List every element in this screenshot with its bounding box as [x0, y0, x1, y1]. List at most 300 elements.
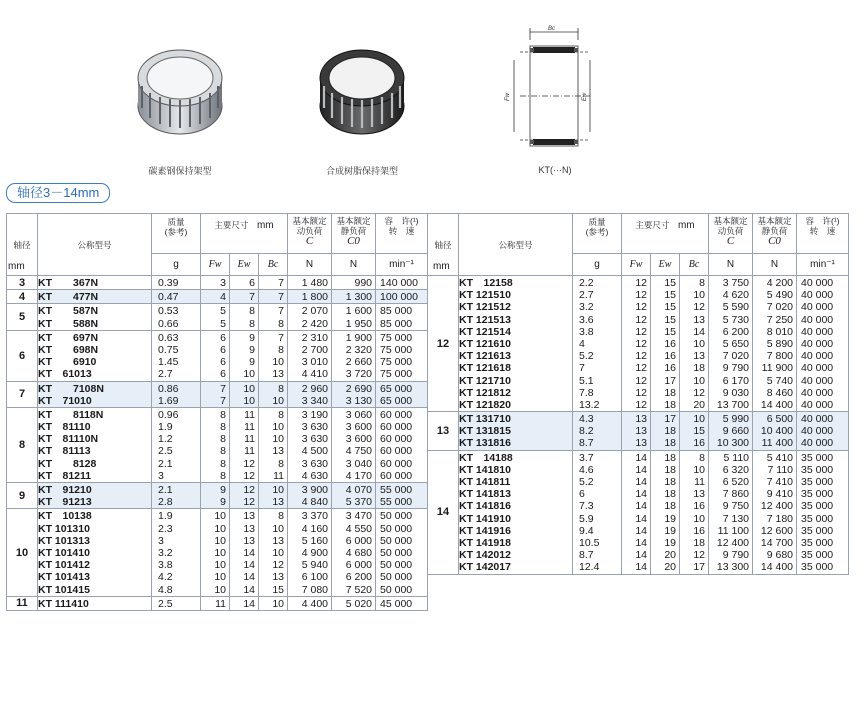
- dynamic-load: 9 790: [722, 549, 750, 562]
- dynamic-load-cell: [288, 596, 332, 610]
- bc: 16: [693, 500, 706, 513]
- dynamic-load: 5 650: [722, 337, 750, 350]
- shaft-size: 14: [428, 450, 459, 574]
- dynamic-load: 9 030: [722, 386, 750, 399]
- resin-cage-caption: 合成树脂保持架型: [325, 166, 398, 176]
- shaft-size: 9: [7, 483, 38, 509]
- fw-cell: [201, 381, 230, 407]
- dynamic-load-cell: [288, 330, 332, 381]
- fw: 8: [220, 445, 226, 458]
- dynamic-load: 4 630: [301, 469, 329, 482]
- mass: 9.4: [579, 524, 594, 537]
- speed-limit: 50 000: [380, 583, 413, 596]
- speed-limit-cell: [376, 509, 428, 596]
- dynamic-load: 5 730: [722, 313, 750, 326]
- dynamic-load: 5 590: [722, 301, 750, 314]
- mass: 4.2: [158, 571, 173, 584]
- ew: 8: [249, 317, 255, 330]
- shaft-size: 5: [7, 304, 38, 330]
- model-number-cell: [38, 483, 152, 509]
- bc: 18: [693, 362, 706, 375]
- mass: 3: [158, 469, 164, 482]
- speed-limit: 35 000: [801, 536, 834, 549]
- speed-limit-cell: [376, 276, 428, 290]
- speed-limit: 40 000: [801, 289, 834, 302]
- dynamic-load-cell: [709, 412, 753, 451]
- fw: 14: [635, 488, 647, 501]
- fw-cell: [201, 330, 230, 381]
- ew-cell: [230, 276, 259, 290]
- shaft-group-row: [7, 509, 428, 596]
- dynamic-load: 13 700: [716, 398, 750, 411]
- model-number-cell: [38, 276, 152, 290]
- model-number: KT 697N: [38, 331, 99, 344]
- speed-limit: 50 000: [380, 522, 413, 535]
- model-number: KT 141810: [459, 463, 511, 476]
- bc: 8: [278, 317, 285, 330]
- bc-cell: [259, 290, 288, 304]
- model-number: KT 141916: [459, 524, 511, 537]
- mass: 4.8: [158, 583, 173, 596]
- dynamic-load: 13 300: [716, 561, 750, 574]
- mass-cell: [152, 407, 201, 482]
- shaft-group-row: [7, 407, 428, 482]
- mass: 0.75: [158, 343, 179, 356]
- speed-limit: 60 000: [380, 408, 413, 421]
- static-load: 12 400: [760, 500, 794, 513]
- steel-cage-bearing-image: [120, 38, 240, 148]
- ew: 7: [249, 291, 255, 304]
- ew: 19: [664, 524, 676, 537]
- mass: 2.7: [579, 289, 594, 302]
- static-load: 4 170: [345, 469, 373, 482]
- speed-limit: 75 000: [380, 331, 413, 344]
- bc: 11: [273, 469, 285, 482]
- dynamic-load: 4 160: [301, 522, 329, 535]
- bc: 12: [693, 549, 706, 562]
- dynamic-load: 11 100: [717, 524, 750, 537]
- dynamic-load: 3 340: [301, 394, 329, 407]
- ew-cell: [651, 450, 680, 574]
- header-fw: Fw: [622, 254, 651, 276]
- fw: 12: [635, 398, 647, 411]
- left-spec-table: [6, 213, 428, 611]
- speed-limit: 40 000: [801, 277, 834, 289]
- fw: 12: [635, 325, 647, 338]
- model-number: KT 101313: [38, 534, 90, 547]
- fw: 6: [220, 343, 226, 356]
- bc: 10: [693, 512, 706, 525]
- model-number: KT 141811: [459, 476, 511, 488]
- ew: 18: [664, 437, 676, 450]
- speed-limit-cell: [797, 412, 849, 451]
- bc: 13: [693, 488, 706, 501]
- dynamic-load: 12 400: [716, 536, 750, 549]
- header-mass: 质量 (参考): [573, 214, 622, 254]
- dynamic-load: 1 800: [301, 291, 329, 304]
- model-number: KT 131815: [459, 425, 511, 438]
- bc-cell: [259, 483, 288, 509]
- bc: 13: [272, 571, 285, 584]
- dynamic-load: 3 750: [722, 277, 750, 289]
- speed-limit: 40 000: [801, 301, 834, 314]
- fw: 9: [220, 484, 226, 496]
- dynamic-load-cell: [288, 290, 332, 304]
- dynamic-load: 4 400: [301, 597, 329, 610]
- model-number: KT 111410: [38, 597, 89, 610]
- ew: 18: [664, 425, 676, 438]
- mass-cell: [152, 330, 201, 381]
- speed-limit: 40 000: [801, 425, 834, 438]
- bc: 8: [699, 451, 706, 464]
- speed-limit: 60 000: [380, 457, 413, 470]
- header-bc: Bc: [259, 254, 288, 276]
- shaft-size: 4: [7, 290, 38, 304]
- fw-cell: [201, 596, 230, 610]
- model-number: KT 101310: [38, 522, 90, 535]
- static-load-cell: [332, 407, 376, 482]
- static-load: 2 320: [345, 343, 373, 356]
- dynamic-load: 4 500: [301, 445, 329, 458]
- ew: 14: [243, 571, 255, 584]
- speed-limit: 40 000: [801, 374, 834, 387]
- ew: 15: [664, 313, 676, 326]
- fw: 12: [635, 301, 647, 314]
- static-load: 5 020: [345, 597, 373, 610]
- static-load: 9 680: [766, 549, 794, 562]
- bc-cell: [259, 304, 288, 330]
- ew-cell: [230, 509, 259, 596]
- bc: 8: [278, 408, 285, 421]
- fw: 14: [635, 536, 647, 549]
- dynamic-load: 2 310: [301, 331, 329, 344]
- dynamic-load-cell: [288, 407, 332, 482]
- static-load: 7 800: [766, 350, 794, 363]
- model-number: KT 101412: [38, 559, 90, 572]
- ew: 17: [664, 413, 676, 426]
- static-load: 3 600: [345, 421, 373, 434]
- mass: 3.6: [579, 313, 594, 326]
- speed-limit: 75 000: [380, 368, 413, 381]
- mass: 12.4: [579, 561, 600, 574]
- fw: 13: [635, 413, 647, 426]
- ew: 16: [664, 337, 676, 350]
- static-load: 6 500: [766, 413, 794, 426]
- ew: 9: [249, 343, 255, 356]
- fw-label: Fw: [505, 93, 511, 101]
- dynamic-load: 5 110: [723, 451, 750, 464]
- speed-limit: 60 000: [380, 469, 413, 482]
- ew: 6: [249, 277, 255, 289]
- bc: 12: [693, 386, 706, 399]
- ew: 16: [664, 362, 676, 375]
- drawing-figure: [490, 20, 620, 180]
- bc: 18: [693, 536, 706, 549]
- model-number: KT 81110: [38, 421, 91, 434]
- header-dyn-load: 基本额定 动负荷 C: [288, 214, 332, 254]
- bc-cell: [259, 407, 288, 482]
- bc-cell: [680, 412, 709, 451]
- fw: 10: [214, 571, 226, 584]
- mass: 1.9: [158, 510, 173, 523]
- shaft-group-row: [7, 304, 428, 330]
- model-number: KT 101410: [38, 546, 90, 559]
- fw: 3: [220, 277, 226, 289]
- fw: 8: [220, 421, 226, 434]
- bc: 15: [693, 425, 706, 438]
- mass: 2.1: [158, 457, 173, 470]
- mass: 7: [579, 362, 585, 375]
- mass: 7.3: [579, 500, 594, 513]
- fw: 14: [635, 512, 647, 525]
- ew: 11: [244, 433, 255, 446]
- mass: 5.9: [579, 512, 594, 525]
- static-load-cell: [332, 290, 376, 304]
- mass: 1.2: [158, 433, 173, 446]
- dynamic-load: 7 080: [301, 583, 329, 596]
- dynamic-load: 3 190: [301, 408, 329, 421]
- model-number: KT 7108N: [38, 382, 104, 395]
- mass: 0.47: [158, 291, 179, 304]
- ew: 11: [244, 408, 255, 421]
- model-number: KT 61013: [38, 368, 92, 381]
- model-number: KT 142017: [459, 561, 511, 574]
- bc: 20: [693, 398, 706, 411]
- ew: 10: [243, 394, 255, 407]
- speed-limit: 35 000: [801, 561, 834, 574]
- speed-limit: 85 000: [380, 317, 413, 330]
- static-load: 7 250: [766, 313, 794, 326]
- dynamic-load: 4 410: [301, 368, 329, 381]
- bc: 10: [272, 421, 285, 434]
- header-shaft: 轴径: [428, 214, 459, 276]
- model-number: KT 14188: [459, 451, 513, 464]
- speed-limit: 75 000: [380, 356, 413, 369]
- header-bc: Bc: [680, 254, 709, 276]
- mass: 3.2: [158, 546, 173, 559]
- speed-limit: 35 000: [801, 500, 834, 513]
- fw-cell: [622, 412, 651, 451]
- shaft-group-row: [7, 596, 428, 610]
- ew-cell: [230, 407, 259, 482]
- ew: 20: [664, 549, 676, 562]
- model-number: KT 121812: [459, 386, 511, 399]
- fw: 9: [220, 496, 226, 509]
- model-number: KT 141910: [459, 512, 511, 525]
- ew: 17: [664, 374, 676, 387]
- static-load: 3 060: [345, 408, 373, 421]
- ew-cell: [230, 304, 259, 330]
- mass-cell: [573, 276, 622, 412]
- header-fw: Fw: [201, 254, 230, 276]
- speed-limit-cell: [376, 290, 428, 304]
- dynamic-load: 3 370: [301, 510, 329, 523]
- fw: 12: [635, 289, 647, 302]
- mass: 0.86: [158, 382, 179, 395]
- speed-limit: 50 000: [380, 546, 413, 559]
- unit-speed: min⁻¹: [376, 254, 428, 276]
- model-number: KT 477N: [38, 291, 99, 304]
- unit-speed: min⁻¹: [797, 254, 849, 276]
- static-load: 6 000: [345, 534, 373, 547]
- mass-cell: [152, 304, 201, 330]
- ew: 19: [664, 536, 676, 549]
- model-number: KT 81113: [38, 445, 91, 458]
- bc: 10: [272, 484, 285, 496]
- static-load: 7 410: [766, 476, 794, 488]
- fw: 12: [635, 350, 647, 363]
- dynamic-load: 6 320: [722, 463, 750, 476]
- ew: 9: [249, 356, 255, 369]
- bc: 13: [272, 445, 285, 458]
- static-load: 12 600: [760, 524, 794, 537]
- ew-label: Ew: [582, 92, 589, 102]
- bc: 10: [693, 374, 706, 387]
- model-number: KT 588N: [38, 317, 99, 330]
- header-main-dims: 主要尺寸 mm: [201, 214, 288, 254]
- steel-cage-caption: 碳素钢保持架型: [148, 166, 212, 176]
- speed-limit: 40 000: [801, 437, 834, 450]
- static-load-cell: [332, 483, 376, 509]
- static-load: 14 700: [760, 536, 794, 549]
- fw: 10: [214, 583, 226, 596]
- static-load: 5 740: [766, 374, 794, 387]
- dynamic-load: 6 170: [722, 374, 750, 387]
- static-load-cell: [753, 450, 797, 574]
- unit-n-dyn: N: [709, 254, 753, 276]
- fw-cell: [201, 290, 230, 304]
- fw: 8: [220, 457, 226, 470]
- model-number: KT 101415: [38, 583, 90, 596]
- fw: 14: [635, 463, 647, 476]
- static-load: 4 550: [345, 522, 373, 535]
- header-shaft: 轴径: [7, 214, 38, 276]
- header-model: 公称型号: [38, 214, 152, 276]
- shaft-size: 12: [428, 276, 459, 412]
- static-load: 14 400: [760, 561, 794, 574]
- mass: 8.7: [579, 549, 594, 562]
- model-number: KT 121512: [459, 301, 511, 314]
- model-number-cell: [38, 509, 152, 596]
- bc: 15: [272, 583, 285, 596]
- speed-limit-cell: [376, 381, 428, 407]
- fw: 7: [220, 394, 226, 407]
- mass: 8.7: [579, 437, 594, 450]
- speed-limit: 35 000: [801, 549, 834, 562]
- model-number-cell: [459, 412, 573, 451]
- dynamic-load: 5 990: [722, 413, 750, 426]
- bc: 17: [693, 561, 706, 574]
- static-load: 5 370: [345, 496, 373, 509]
- bc: 8: [278, 343, 285, 356]
- shaft-group-row: [428, 412, 849, 451]
- speed-limit: 40 000: [801, 413, 834, 426]
- speed-limit: 40 000: [801, 325, 834, 338]
- ew: 18: [664, 451, 676, 464]
- fw: 10: [214, 522, 226, 535]
- ew-cell: [230, 381, 259, 407]
- model-number: KT 6910: [38, 356, 97, 369]
- ew: 18: [664, 386, 676, 399]
- bc: 10: [693, 463, 706, 476]
- speed-limit: 50 000: [380, 571, 413, 584]
- speed-limit: 45 000: [380, 597, 413, 610]
- fw-cell: [201, 483, 230, 509]
- cross-section-drawing: [490, 20, 620, 155]
- dynamic-load: 4 840: [301, 496, 329, 509]
- bc: 13: [693, 313, 706, 326]
- mass: 2.1: [158, 484, 173, 496]
- static-load-cell: [332, 596, 376, 610]
- ew-cell: [230, 330, 259, 381]
- bc: 12: [272, 559, 285, 572]
- bc: 10: [272, 394, 285, 407]
- fw: 5: [220, 305, 226, 318]
- mass: 4.6: [579, 463, 594, 476]
- mass-cell: [152, 381, 201, 407]
- fw: 13: [635, 437, 647, 450]
- fw: 12: [635, 277, 647, 289]
- range-tag: 轴径3－14mm: [6, 183, 110, 203]
- fw-cell: [201, 509, 230, 596]
- speed-limit: 40 000: [801, 313, 834, 326]
- static-load: 11 900: [761, 362, 794, 375]
- model-number: KT 142012: [459, 549, 511, 562]
- static-load: 4 750: [345, 445, 373, 458]
- speed-limit: 35 000: [801, 512, 834, 525]
- ew-cell: [651, 276, 680, 412]
- speed-limit: 55 000: [380, 496, 413, 509]
- mass: 2.5: [158, 445, 173, 458]
- mass: 2.3: [158, 522, 173, 535]
- static-load-cell: [332, 330, 376, 381]
- fw: 10: [214, 534, 226, 547]
- bc: 16: [693, 437, 706, 450]
- static-load-cell: [753, 412, 797, 451]
- mass-cell: [152, 290, 201, 304]
- ew-cell: [230, 483, 259, 509]
- speed-limit: 100 000: [380, 291, 418, 304]
- dynamic-load: 7 020: [722, 350, 750, 363]
- model-number: KT 141816: [459, 500, 511, 513]
- bc: 10: [272, 597, 285, 610]
- ew: 12: [243, 457, 255, 470]
- mass: 7.8: [579, 386, 594, 399]
- model-number: KT 121710: [459, 374, 511, 387]
- speed-limit: 40 000: [801, 386, 834, 399]
- header-main-dims: 主要尺寸 mm: [622, 214, 709, 254]
- static-load: 8 010: [766, 325, 794, 338]
- fw: 4: [220, 291, 226, 304]
- unit-n-static: N: [753, 254, 797, 276]
- ew: 18: [664, 500, 676, 513]
- dynamic-load: 3 900: [301, 484, 329, 496]
- model-number: KT 131710: [459, 413, 511, 426]
- fw-cell: [201, 407, 230, 482]
- speed-limit: 60 000: [380, 421, 413, 434]
- model-number: KT 91213: [38, 496, 92, 509]
- shaft-size: 13: [428, 412, 459, 451]
- header-speed: 容 许(¹) 转 速: [376, 214, 428, 254]
- shaft-size: 11: [7, 596, 38, 610]
- static-load: 7 110: [767, 463, 794, 476]
- shaft-group-row: [7, 483, 428, 509]
- static-load: 1 900: [345, 331, 373, 344]
- ew: 14: [243, 559, 255, 572]
- model-number: KT 101413: [38, 571, 90, 584]
- fw: 12: [635, 374, 647, 387]
- bc: 13: [272, 368, 285, 381]
